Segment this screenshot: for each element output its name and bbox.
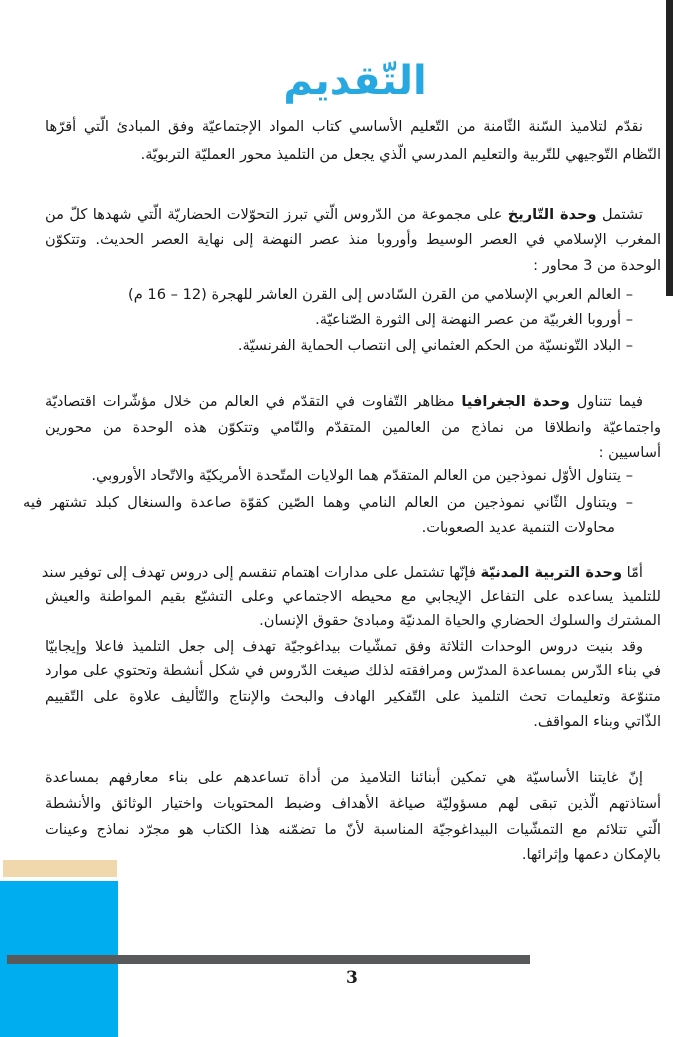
text-line: وقد بنيت دروس الوحدات الثلاثة وفق تمشّيات بيداغوجيّة تهدف إلى جعل التلميذ فاعلا وإيجابيّا	[45, 638, 643, 655]
text-line: أمّا وحدة التربية المدنيّة فإنّها تشتمل على مدارات اهتمام تنقسم إلى دروس تهدف إلى توفير سند	[41, 564, 643, 581]
unit-geography: وحدة الجغرافيا	[461, 393, 570, 410]
list-item-continuation: محاولات التنمية عديد الصعوبات.	[421, 519, 615, 536]
text-line: المغرب الإسلامي في العصر الوسيط وأوروبا منذ عصر النهضة إلى نهاية العصر الحديث. وتتكوّن	[45, 231, 661, 248]
decorative-beige-block	[3, 860, 117, 877]
list-item: – ويتناول الثّاني نموذجين من العالم النامي وهما الصّين كقوّة صاعدة والسنغال كبلد تشتهر فيه	[23, 494, 633, 511]
text-line: المشترك والسلوك الحضاري والحياة المدنيّة ومبادئ حقوق الإنسان.	[259, 612, 661, 629]
footer-rule	[7, 955, 530, 964]
text-line: تشتمل وحدة التّاريخ على مجموعة من الدّروس الّتي تبرز التحوّلات الحضاريّة الّتي شهدها كلّ من	[45, 206, 643, 223]
text-line: متنوّعة وتعليمات تحث التلميذ على التّفكير الهادف والبحث والإنتاج والتّأليف علاوة على التّقييم	[45, 688, 661, 705]
page-edge-bar	[666, 0, 673, 296]
unit-history: وحدة التّاريخ	[507, 206, 597, 223]
text-line: أستاذتهم الّذين تبقى لهم مسؤوليّة صياغة الأهداف وضبط المحتويات واختيار الوثائق والأنشطة	[45, 795, 661, 812]
list-item: – يتناول الأوّل نموذجين من العالم المتقدّم هما الولايات المتّحدة الأمريكيّة والاتّحاد الأوروبي.	[91, 467, 633, 484]
text-line: بالإمكان دعمها وإثرائها.	[521, 846, 661, 863]
text-line: الوحدة من 3 محاور :	[533, 257, 661, 274]
text-line: إنّ غايتنا الأساسيّة هي تمكين أبنائنا التلاميذ من أداة تساعدهم على بناء معارفهم بمساعدة	[45, 769, 643, 786]
page-title: التّقديم	[283, 58, 427, 104]
text-line: أساسيين :	[598, 444, 661, 461]
text-line: في بناء الدّرس بمساعدة المدرّس ومرافقته لذلك صيغت الدّروس في شكل أنشطة وتحتوي على موارد	[45, 662, 661, 679]
text-line: الّتي تتلائم مع التمشّيات البيداغوجيّة المناسبة لأنّ ما تضمّنه هذا الكتاب هو مجرّد نماذج وعينات	[45, 821, 661, 838]
page-number: 3	[346, 968, 358, 988]
text-line: فيما تتناول وحدة الجغرافيا مظاهر التّفاوت في التقدّم في العالم من خلال مؤشّرات اقتصاديّة	[45, 393, 643, 410]
text-line: الذّاتي وبناء المواقف.	[533, 713, 661, 730]
text-line: النّظام التّوجيهي للتّربية والتعليم المدرسي الّذي يجعل من التلميذ محور العمليّة التربويّة.	[140, 146, 661, 163]
text-line: نقدّم لتلاميذ السّنة الثّامنة من التّعليم الأساسي كتاب المواد الإجتماعيّة وفق المبادئ الّتي أقرّها	[45, 118, 643, 135]
text-line: واجتماعيّة وانطلاقا من نماذج من العالمين المتقدّم والنّامي وتتكوّن هذه الوحدة من محورين	[45, 419, 661, 436]
list-item: – العالم العربي الإسلامي من القرن السّادس إلى القرن العاشر للهجرة (12 – 16 م)	[128, 286, 633, 303]
list-item: – البلاد التّونسيّة من الحكم العثماني إلى انتصاب الحماية الفرنسيّة.	[237, 337, 633, 354]
list-item: – أوروبا الغربيّة من عصر النهضة إلى الثورة الصّناعيّة.	[315, 311, 633, 328]
text-line: للتلميذ يساعده على التفاعل الإيجابي مع محيطه الاجتماعي وعلى التشبّع بقيم المواطنة والعيش	[45, 588, 661, 605]
unit-civics: وحدة التربية المدنيّة	[480, 564, 623, 581]
